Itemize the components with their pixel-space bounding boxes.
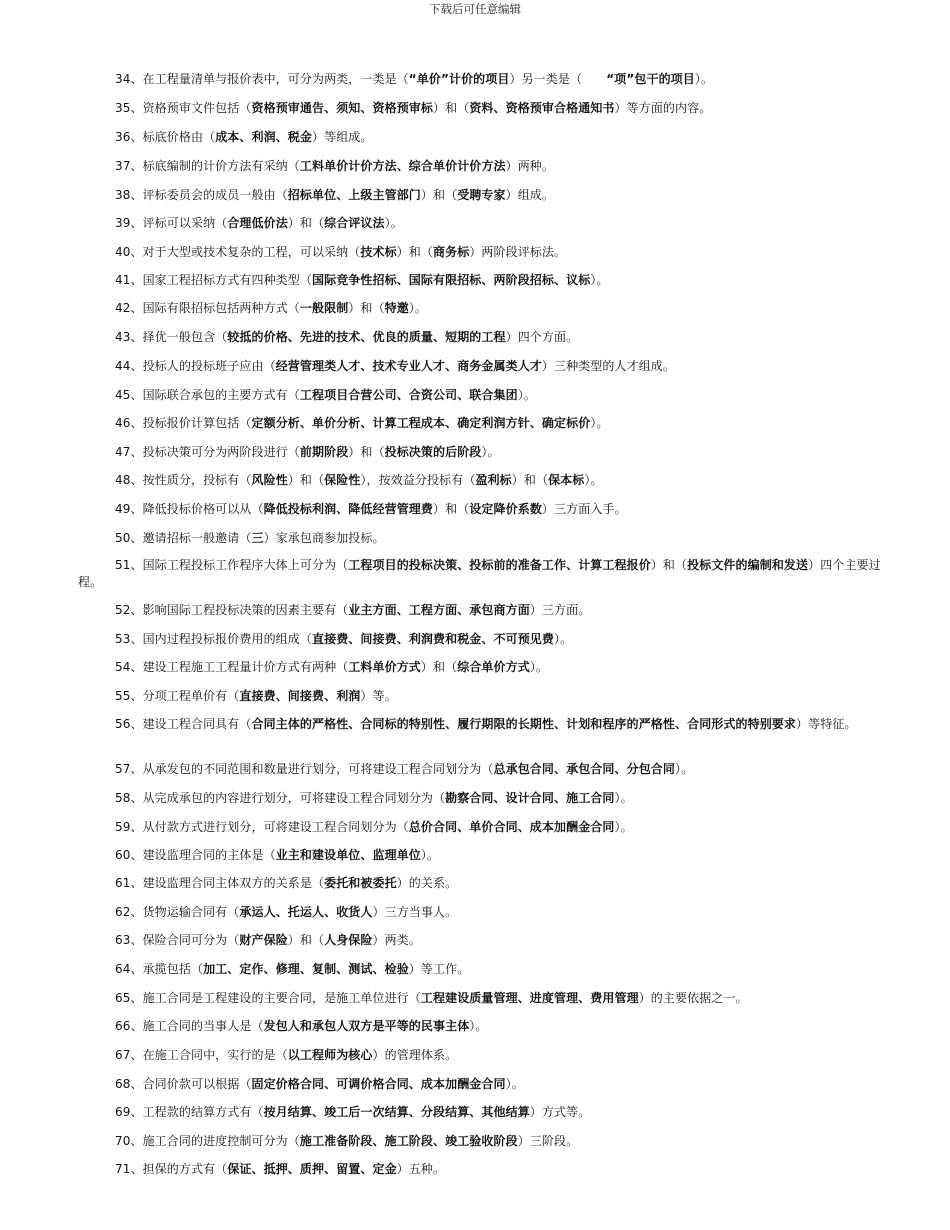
question-item <box>78 961 888 978</box>
answer-text: 合理低价法 <box>227 216 288 230</box>
answer-text: 投标文件的编制和发送 <box>687 558 809 572</box>
question-item <box>78 472 888 489</box>
question-item <box>78 847 888 864</box>
answer-text: 人身保险 <box>324 933 373 947</box>
question-text: 、标底编制的计价方法有采纳（ <box>130 159 300 173</box>
question-text: ）四个主要过程。 <box>78 558 881 589</box>
question-number: 50 <box>115 531 131 545</box>
answer-text: 直接费、间接费、利润 <box>239 689 361 703</box>
question-number: 37 <box>115 159 131 173</box>
question-text: 、评标可以采纳（ <box>130 216 228 230</box>
answer-text: 风险性 <box>251 473 288 487</box>
answer-text: 勘察合同、设计合同、施工合同 <box>445 791 615 805</box>
question-text: 、建设监理合同主体双方的关系是（ <box>130 876 325 890</box>
answer-text: 保证、抵押、质押、留置、定金 <box>227 1162 397 1176</box>
answer-text: 商务标 <box>433 245 470 259</box>
answer-text: 降低投标利润、降低经营管理费 <box>263 502 433 516</box>
question-text: ）。 <box>481 445 500 459</box>
answer-text: 保险性 <box>324 473 361 487</box>
question-text: ）和（ <box>287 216 325 230</box>
answer-text: 特邀 <box>384 301 409 315</box>
question-number: 34 <box>115 72 131 86</box>
question-text: 、国家工程招标方式有四种类型（ <box>130 273 312 287</box>
question-number: 48 <box>115 473 131 487</box>
question-item <box>78 215 888 232</box>
question-text: ）的关系。 <box>396 876 458 890</box>
question-number: 62 <box>115 905 131 919</box>
question-item <box>78 530 888 547</box>
question-item <box>78 187 888 204</box>
question-text: ）。 <box>529 660 549 674</box>
question-number: 54 <box>115 660 131 674</box>
answer-text: 资料、资格预审合格通知书 <box>469 101 615 115</box>
question-item <box>78 501 888 518</box>
question-number: 42 <box>115 301 131 315</box>
question-text: 、工程款的结算方式有（ <box>130 1105 264 1119</box>
question-text: ）和（ <box>396 245 434 259</box>
question-number: 60 <box>115 848 131 862</box>
question-item <box>78 158 888 175</box>
question-number: 52 <box>115 603 131 617</box>
answer-text: 工程建设质量管理、进度管理、费用管理 <box>420 991 639 1005</box>
question-item <box>78 1018 888 1035</box>
question-item <box>78 415 888 432</box>
answer-text: 业主和建设单位、监理单位 <box>275 848 421 862</box>
question-text: ）。 <box>420 848 440 862</box>
answer-text: 施工准备阶段、施工阶段、竣工验收阶段 <box>299 1134 518 1148</box>
question-number: 35 <box>115 101 131 115</box>
question-item <box>78 1104 888 1121</box>
question-item <box>78 659 888 676</box>
answer-text: 招标单位、上级主管部门 <box>287 188 421 202</box>
answer-text: 业主方面、工程方面、承包商方面 <box>348 603 530 617</box>
question-text: 、投标人的投标班子应由（ <box>130 359 276 373</box>
question-text: ）三方面。 <box>529 603 591 617</box>
question-number: 51 <box>115 558 131 572</box>
question-number: 45 <box>115 388 131 402</box>
answer-text: 盈利标 <box>475 473 512 487</box>
question-item <box>78 1161 888 1178</box>
question-text: ）五种。 <box>396 1162 446 1176</box>
question-text: ）的管理体系。 <box>372 1048 458 1062</box>
question-item <box>78 387 888 404</box>
question-text: ）等组成。 <box>312 130 373 144</box>
question-text: 、评标委员会的成员一般由（ <box>130 188 288 202</box>
question-number: 39 <box>115 216 131 230</box>
question-text: 、国际联合承包的主要方式有（ <box>130 388 300 402</box>
question-text: ）和（ <box>287 933 325 947</box>
question-text: ）三阶段。 <box>517 1134 579 1148</box>
question-text: ）两类。 <box>372 933 421 947</box>
question-item <box>78 631 888 648</box>
question-number: 53 <box>115 632 131 646</box>
answer-text: 工料单价方式 <box>348 660 421 674</box>
question-text: 、分项工程单价有（ <box>130 689 240 703</box>
question-number: 56 <box>115 717 131 731</box>
question-text: ）和（ <box>433 502 470 516</box>
answer-text: 发包人和承包人双方是平等的民事主体 <box>263 1019 470 1033</box>
question-text: 、资格预审文件包括（ <box>130 101 252 115</box>
question-number: 43 <box>115 330 131 344</box>
question-text: ）家承包商参加投标。 <box>263 531 385 545</box>
question-item <box>78 272 888 289</box>
question-text: 、在工程量清单与报价表中，可分为两类，一类是（ <box>130 72 409 86</box>
question-text: ）的主要依据之一。 <box>638 991 748 1005</box>
question-text: 、择优一般包含（ <box>130 330 228 344</box>
question-item <box>78 819 888 836</box>
question-text: 、影响国际工程投标决策的因素主要有（ <box>130 603 349 617</box>
question-item <box>78 716 888 733</box>
question-text: 、邀请招标一般邀请（ <box>130 531 252 545</box>
question-text: 、对于大型或技术复杂的工程，可以采纳（ <box>130 245 361 259</box>
question-text: 、从付款方式进行划分，可将建设工程合同划分为（ <box>130 820 409 834</box>
question-text: ）两阶段评标法。 <box>469 245 567 259</box>
answer-text: 国际竞争性招标、国际有限招标、两阶段招标、议标 <box>312 273 591 287</box>
question-text: ）。 <box>408 301 428 315</box>
question-item <box>78 875 888 892</box>
answer-text: 综合评议法 <box>324 216 385 230</box>
question-item <box>78 990 888 1007</box>
question-item <box>78 444 888 461</box>
question-text: ）和（ <box>420 188 458 202</box>
question-text: ）四个方面。 <box>505 330 579 344</box>
question-text: ）三方面入手。 <box>541 502 627 516</box>
answer-text: 一般限制 <box>299 301 349 315</box>
answer-text: 经营管理类人才、技术专业人才、商务金属类人才 <box>275 359 542 373</box>
question-item <box>78 100 888 117</box>
answer-text: 固定价格合同、可调价格合同、成本加酬金合同 <box>251 1077 506 1091</box>
question-item <box>78 688 888 705</box>
answer-text: 直接费、间接费、利润费和税金、不可预见费 <box>312 632 555 646</box>
question-text: 、承揽包括（ <box>130 962 204 976</box>
question-text: 、建设监理合同的主体是（ <box>130 848 276 862</box>
question-text: 、国际有限招标包括两种方式（ <box>130 301 300 315</box>
answer-text: 以工程师为核心 <box>287 1048 373 1062</box>
question-item <box>78 602 888 619</box>
question-number: 49 <box>115 502 131 516</box>
question-text: ）。 <box>584 473 603 487</box>
question-number: 55 <box>115 689 131 703</box>
question-text: ）。 <box>505 1077 524 1091</box>
question-number: 66 <box>115 1019 131 1033</box>
question-text: 、标底价格由（ <box>130 130 216 144</box>
question-number: 36 <box>115 130 131 144</box>
answer-text: “项”包干的项目 <box>606 72 695 86</box>
question-text: ）。 <box>554 632 573 646</box>
answer-text: 成本、利润、税金 <box>215 130 312 144</box>
question-text: 、保险合同可分为（ <box>130 933 240 947</box>
question-number: 65 <box>115 991 131 1005</box>
question-text: ）两种。 <box>505 159 554 173</box>
question-item <box>78 904 888 921</box>
answer-text: 技术标 <box>360 245 397 259</box>
answer-text: 受聘专家 <box>457 188 506 202</box>
answer-text: 加工、定作、修理、复制、测试、检验 <box>203 962 409 976</box>
answer-text: 总承包合同、承包合同、分包合同 <box>493 762 676 776</box>
question-text: 、合同价款可以根据（ <box>130 1077 252 1091</box>
answer-text: 按月结算、竣工后一次结算、分段结算、其他结算 <box>263 1105 530 1119</box>
question-number: 67 <box>115 1048 131 1062</box>
question-number: 70 <box>115 1134 131 1148</box>
question-item <box>78 329 888 346</box>
question-text: ）。 <box>675 762 694 776</box>
question-text: 、按性质分，投标有（ <box>130 473 252 487</box>
question-text: ）。 <box>469 1019 488 1033</box>
question-item <box>78 244 888 261</box>
question-number: 40 <box>115 245 131 259</box>
answer-text: 设定降价系数 <box>469 502 542 516</box>
question-text: ）等。 <box>360 689 397 703</box>
question-number: 64 <box>115 962 131 976</box>
question-item <box>78 358 888 375</box>
question-number: 63 <box>115 933 131 947</box>
question-text: ）。 <box>590 416 609 430</box>
question-item <box>78 932 888 949</box>
question-text: 、从完成承包的内容进行划分，可将建设工程合同划分为（ <box>130 791 446 805</box>
answer-text: 工料单价计价方法、综合单价计价方法 <box>299 159 506 173</box>
question-number: 57 <box>115 762 131 776</box>
question-text: 、国际工程投标工作程序大体上可分为（ <box>130 558 349 572</box>
question-text: ）等特征。 <box>796 717 857 731</box>
answer-text: 投标决策的后阶段 <box>384 445 482 459</box>
question-text: ）和（ <box>433 101 470 115</box>
question-text: 、降低投标价格可以从（ <box>130 502 264 516</box>
answer-text: 财产保险 <box>239 933 288 947</box>
question-item <box>78 129 888 146</box>
question-text: ）。 <box>590 273 609 287</box>
question-number: 59 <box>115 820 131 834</box>
answer-text: 总价合同、单价合同、成本加酬金合同 <box>408 820 615 834</box>
question-text: 、担保的方式有（ <box>130 1162 228 1176</box>
question-item <box>78 71 888 88</box>
question-text: ）方式等。 <box>529 1105 591 1119</box>
question-text: 、施工合同是工程建设的主要合同，是施工单位进行（ <box>130 991 421 1005</box>
question-text: 、货物运输合同有（ <box>130 905 240 919</box>
question-number: 58 <box>115 791 131 805</box>
answer-text: 综合单价方式 <box>457 660 530 674</box>
question-text: ）。 <box>517 388 536 402</box>
question-item <box>78 557 888 591</box>
question-text: 、国内过程投标报价费用的组成（ <box>130 632 312 646</box>
question-text: 、施工合同的当事人是（ <box>130 1019 264 1033</box>
question-text: ）。 <box>614 820 633 834</box>
page-header: 下载后可任意编辑 <box>429 2 521 16</box>
question-text: ）。 <box>614 791 633 805</box>
question-text: 、投标决策可分为两阶段进行（ <box>130 445 300 459</box>
question-number: 44 <box>115 359 131 373</box>
question-text: ）另一类是（ <box>509 72 607 86</box>
question-text: 、建设工程施工工程量计价方式有两种（ <box>130 660 349 674</box>
question-number: 38 <box>115 188 131 202</box>
question-text: ），按效益分投标有（ <box>360 473 476 487</box>
answer-text: “单价”计价的项目 <box>408 72 510 86</box>
answer-text: 承运人、托运人、收货人 <box>239 905 373 919</box>
question-text: ）三种类型的人才组成。 <box>541 359 675 373</box>
question-text: ）和（ <box>650 558 688 572</box>
question-item <box>78 790 888 807</box>
question-text: ）和（ <box>420 660 458 674</box>
answer-text: 工程项目的投标决策、投标前的准备工作、计算工程报价 <box>348 558 651 572</box>
question-number: 61 <box>115 876 131 890</box>
question-number: 46 <box>115 416 131 430</box>
question-number: 68 <box>115 1077 131 1091</box>
question-text: ）和（ <box>511 473 549 487</box>
question-text: 、在施工合同中，实行的是（ <box>130 1048 288 1062</box>
answer-text: 较抵的价格、先进的技术、优良的质量、短期的工程 <box>227 330 506 344</box>
question-text: ）等工作。 <box>408 962 470 976</box>
question-text: ）。 <box>694 72 714 86</box>
question-text: 、投标报价计算包括（ <box>130 416 252 430</box>
answer-text: 委托和被委托 <box>324 876 397 890</box>
question-number: 71 <box>115 1162 131 1176</box>
question-item <box>78 1047 888 1064</box>
question-number: 41 <box>115 273 131 287</box>
answer-text: 前期阶段 <box>299 445 349 459</box>
question-item <box>78 1076 888 1093</box>
question-text: ）组成。 <box>505 188 555 202</box>
question-item <box>78 761 888 778</box>
answer-text: 三 <box>251 531 264 545</box>
question-text: 、建设工程合同具有（ <box>130 717 252 731</box>
answer-text: 合同主体的严格性、合同标的特别性、履行期限的长期性、计划和程序的严格性、合同形式的特别要求 <box>251 717 797 731</box>
answer-text: 定额分析、单价分析、计算工程成本、确定利润方针、确定标价 <box>251 416 591 430</box>
question-item <box>78 1133 888 1150</box>
question-text: 、施工合同的进度控制可分为（ <box>130 1134 300 1148</box>
question-text: ）和（ <box>348 445 385 459</box>
question-text: 、从承发包的不同范围和数量进行划分，可将建设工程合同划分为（ <box>130 762 494 776</box>
question-text: ）和（ <box>287 473 325 487</box>
answer-text: 保本标 <box>548 473 585 487</box>
question-item <box>78 300 888 317</box>
question-text: ）三方当事人。 <box>372 905 458 919</box>
question-text: ）。 <box>384 216 403 230</box>
answer-text: 工程项目合营公司、合资公司、联合集团 <box>299 388 518 402</box>
answer-text: 资格预审通告、须知、资格预审标 <box>251 101 434 115</box>
question-number: 69 <box>115 1105 131 1119</box>
question-number: 47 <box>115 445 131 459</box>
question-text: ）等方面的内容。 <box>614 101 712 115</box>
question-text: ）和（ <box>348 301 385 315</box>
